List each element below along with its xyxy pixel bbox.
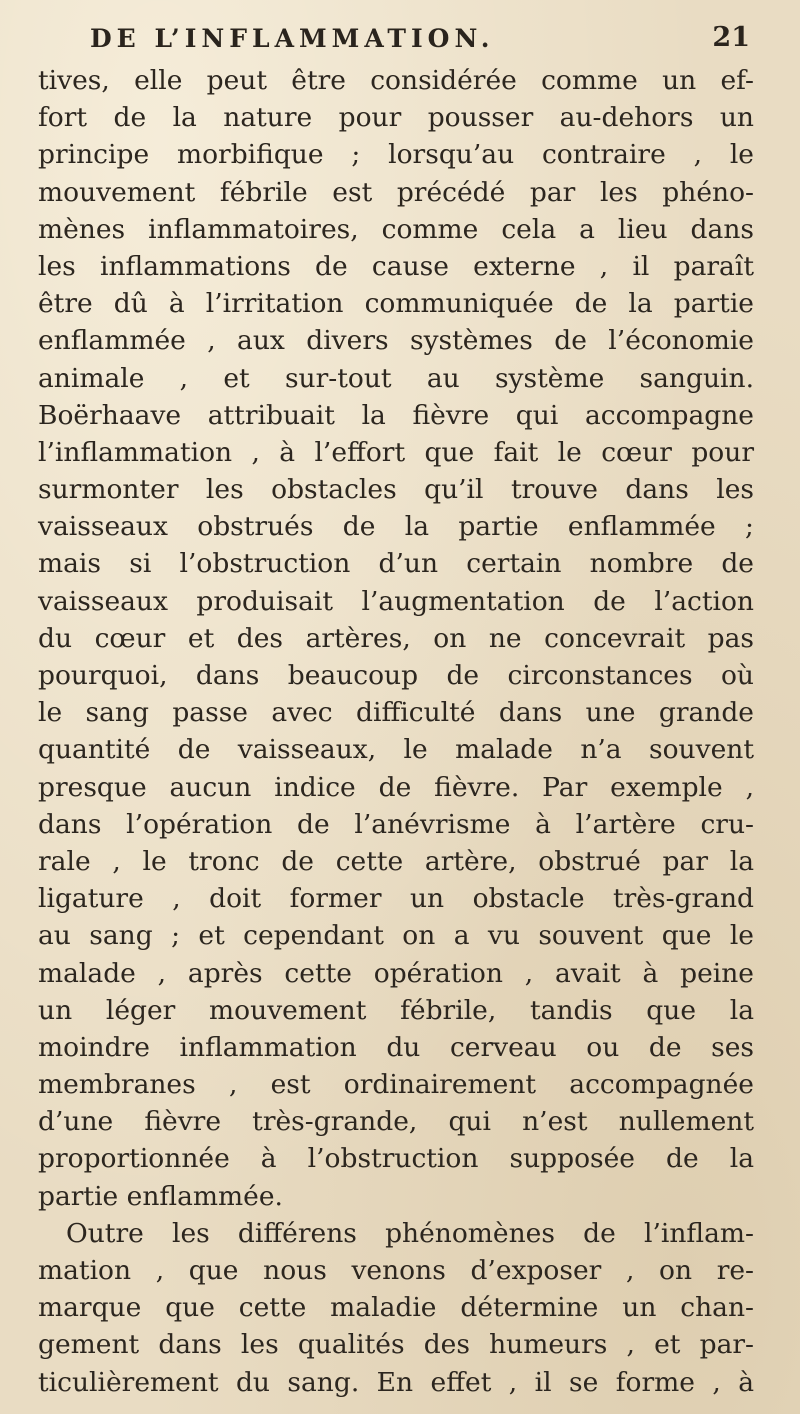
text-line: l’inflammation , à l’effort que fait le cœur pour [38, 436, 754, 468]
text-line: gement dans les qualités des humeurs , et par- [38, 1329, 754, 1361]
text-line: un léger mouvement fébrile, tandis que la [38, 994, 754, 1026]
paragraph-end-line: partie enflammée. [38, 1180, 283, 1212]
text-line: Boërhaave attribuait la fièvre qui accompagne [38, 399, 754, 431]
running-head [90, 20, 750, 60]
text-line: ticulièrement du sang. En effet , il se forme , à [38, 1366, 754, 1398]
text-line: proportionnée à l’obstruction supposée de la [38, 1143, 754, 1175]
text-line: malade , après cette opération , avait à peine [38, 957, 754, 989]
text-line: enflammée , aux divers systèmes de l’économie [38, 325, 754, 357]
text-line: mation , que nous venons d’exposer , on re- [38, 1255, 754, 1286]
text-line: du cœur et des artères, on ne concevrait pas [38, 622, 754, 654]
text-line: surmonter les obstacles qu’il trouve dans les [38, 474, 754, 506]
text-line: pourquoi, dans beaucoup de circonstances où [38, 660, 754, 691]
text-line: presque aucun indice de fièvre. Par exemple , [38, 771, 754, 803]
text-line: moindre inflammation du cerveau ou de ses [38, 1031, 754, 1063]
text-line: fort de la nature pour pousser au-dehors un [38, 102, 754, 134]
text-line: mouvement fébrile est précédé par les phéno- [38, 176, 754, 208]
text-line: mènes inflammatoires, comme cela a lieu dans [38, 213, 754, 245]
text-line: ligature , doit former un obstacle très-grand [38, 883, 754, 915]
text-line: vaisseaux obstrués de la partie enflammée ; [38, 511, 754, 543]
text-line: membranes , est ordinairement accompagnée [38, 1069, 754, 1101]
text-line: vaisseaux produisait l’augmentation de l’action [38, 585, 754, 617]
page-number: 21 [712, 22, 750, 53]
text-line: quantité de vaisseaux, le malade n’a souvent [38, 734, 754, 766]
text-line: animale , et sur-tout au système sanguin. [38, 362, 754, 394]
text-line: dans l’opération de l’anévrisme à l’artère cru- [38, 808, 754, 840]
text-line: principe morbifique ; lorsqu’au contraire , le [38, 139, 754, 171]
text-line: tives, elle peut être considérée comme un ef- [38, 65, 754, 96]
running-head-title: DE L’INFLAMMATION. [90, 24, 495, 53]
paragraph-start-line: Outre les différens phénomènes de l’inflam- [66, 1217, 754, 1249]
text-line: rale , le tronc de cette artère, obstrué par la [38, 845, 754, 877]
text-line: d’une fièvre très-grande, qui n’est nullement [38, 1106, 754, 1138]
text-line: être dû à l’irritation communiquée de la partie [38, 288, 754, 320]
text-line: mais si l’obstruction d’un certain nombre de [38, 548, 754, 580]
text-line: les inflammations de cause externe , il paraît [38, 250, 754, 282]
text-line: le sang passe avec difficulté dans une grande [38, 697, 754, 729]
body-text [38, 62, 754, 1401]
text-line: marque que cette maladie détermine un chan- [38, 1292, 754, 1324]
text-line: au sang ; et cependant on a vu souvent que le [38, 920, 754, 952]
